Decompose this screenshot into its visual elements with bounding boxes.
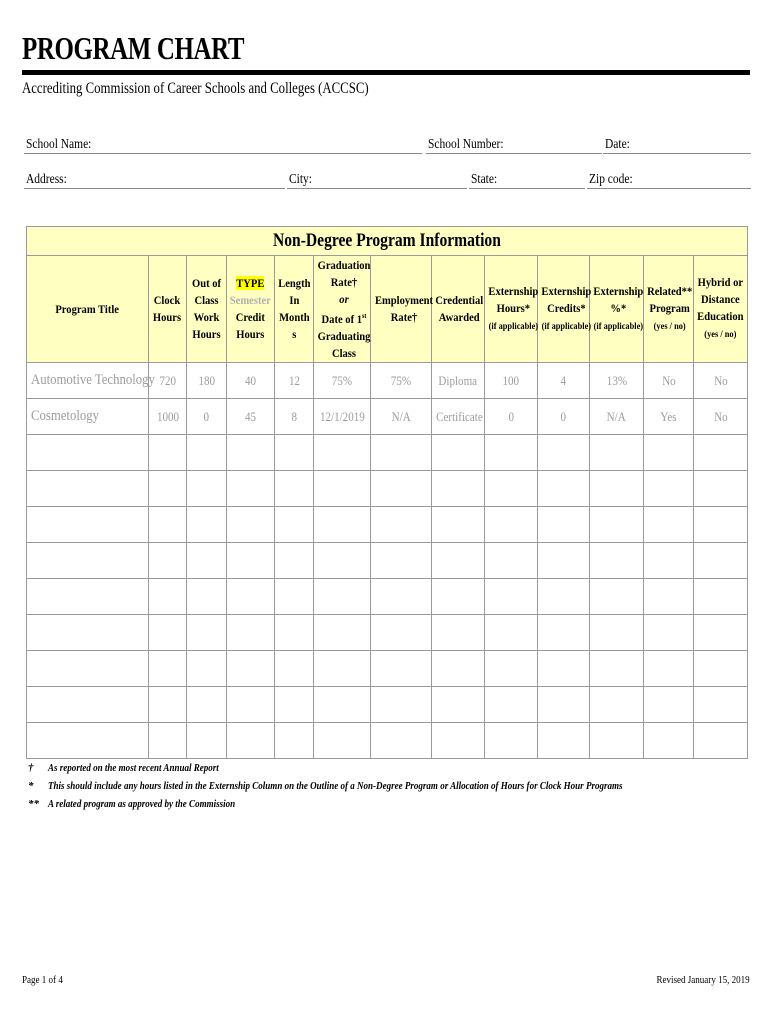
program-title-cell[interactable] xyxy=(27,435,149,471)
table-cell[interactable] xyxy=(432,651,485,687)
table-cell[interactable] xyxy=(371,579,432,615)
table-cell[interactable] xyxy=(485,507,538,543)
table-cell[interactable] xyxy=(538,543,590,579)
table-cell[interactable] xyxy=(432,399,485,435)
table-cell[interactable] xyxy=(590,471,644,507)
program-title-cell[interactable] xyxy=(27,687,149,723)
table-cell[interactable] xyxy=(187,579,227,615)
table-cell[interactable] xyxy=(149,471,187,507)
table-cell[interactable] xyxy=(227,615,275,651)
table-cell[interactable] xyxy=(432,507,485,543)
table-cell[interactable] xyxy=(371,435,432,471)
table-cell[interactable] xyxy=(227,723,275,759)
table-cell[interactable] xyxy=(275,651,314,687)
table-cell[interactable] xyxy=(314,543,371,579)
table-cell[interactable] xyxy=(275,435,314,471)
table-cell[interactable] xyxy=(187,543,227,579)
program-title-cell[interactable] xyxy=(27,363,155,399)
table-row xyxy=(27,399,748,435)
table-cell[interactable] xyxy=(538,363,590,399)
table-cell[interactable] xyxy=(432,615,485,651)
zip-label: Zip code: xyxy=(589,172,633,187)
table-cell[interactable] xyxy=(149,723,187,759)
table-cell[interactable] xyxy=(314,723,371,759)
table-cell[interactable] xyxy=(275,399,314,435)
table-cell[interactable] xyxy=(314,579,371,615)
table-cell[interactable] xyxy=(314,471,371,507)
table-cell[interactable] xyxy=(227,435,275,471)
table-cell[interactable] xyxy=(314,399,371,435)
table-cell[interactable] xyxy=(644,651,694,687)
table-cell[interactable] xyxy=(314,435,371,471)
col-length: Length In Month s xyxy=(275,256,314,363)
table-cell[interactable] xyxy=(371,543,432,579)
city-field[interactable] xyxy=(287,188,467,189)
table-cell[interactable] xyxy=(371,615,432,651)
table-cell[interactable] xyxy=(538,687,590,723)
cell-value: 0 xyxy=(560,408,567,424)
table-row xyxy=(27,723,748,759)
state-field[interactable] xyxy=(469,188,585,189)
table-cell[interactable] xyxy=(314,651,371,687)
table-cell[interactable] xyxy=(275,579,314,615)
table-row xyxy=(27,615,748,651)
table-cell[interactable] xyxy=(187,507,227,543)
table-cell[interactable] xyxy=(644,399,694,435)
cell-value: 0 xyxy=(508,408,514,424)
table-cell[interactable] xyxy=(644,435,694,471)
table-cell[interactable] xyxy=(432,363,485,399)
table-cell[interactable] xyxy=(187,435,227,471)
table-cell[interactable] xyxy=(590,435,644,471)
table-cell[interactable] xyxy=(644,363,694,399)
table-cell[interactable] xyxy=(485,363,538,399)
col-externship-pct: Externship %* (if applicable) xyxy=(590,256,644,363)
table-cell[interactable] xyxy=(485,471,538,507)
table-cell[interactable] xyxy=(590,723,644,759)
table-cell[interactable] xyxy=(275,687,314,723)
table-cell[interactable] xyxy=(432,543,485,579)
table-cell[interactable] xyxy=(187,723,227,759)
table-cell[interactable] xyxy=(644,723,694,759)
table-cell[interactable] xyxy=(590,543,644,579)
cell-value: 8 xyxy=(291,408,297,424)
col-program-title: Program Title xyxy=(27,256,149,363)
revised-date: Revised January 15, 2019 xyxy=(656,974,750,986)
cell-value: 100 xyxy=(502,372,520,388)
table-cell[interactable] xyxy=(187,471,227,507)
city-label: City: xyxy=(289,172,312,187)
table-cell[interactable] xyxy=(485,435,538,471)
table-cell[interactable] xyxy=(485,543,538,579)
cell-value: Diploma xyxy=(438,372,478,388)
table-cell[interactable] xyxy=(371,687,432,723)
title-divider xyxy=(22,70,750,75)
table-cell[interactable] xyxy=(694,471,748,507)
cell-value: N/A xyxy=(391,408,411,424)
program-title-cell[interactable] xyxy=(27,723,149,759)
program-title-cell[interactable] xyxy=(27,615,149,651)
col-credential: Credential Awarded xyxy=(432,256,485,363)
cell-value: 0 xyxy=(203,408,210,424)
table-cell[interactable] xyxy=(694,543,748,579)
program-title-cell[interactable] xyxy=(27,579,149,615)
table-cell[interactable] xyxy=(694,651,748,687)
school-name-label: School Name: xyxy=(26,137,92,152)
table-cell[interactable] xyxy=(371,399,432,435)
address-field[interactable] xyxy=(24,188,285,189)
table-cell[interactable] xyxy=(149,579,187,615)
table-row xyxy=(27,507,748,543)
table-cell[interactable] xyxy=(227,651,275,687)
table-cell[interactable] xyxy=(149,507,187,543)
zip-field[interactable] xyxy=(587,188,751,189)
table-cell[interactable] xyxy=(371,363,432,399)
cell-value: 720 xyxy=(159,372,176,388)
table-cell[interactable] xyxy=(432,435,485,471)
school-name-field[interactable] xyxy=(24,153,422,154)
program-table xyxy=(26,226,747,759)
table-cell[interactable] xyxy=(187,651,227,687)
cell-value: No xyxy=(661,372,676,388)
table-cell[interactable] xyxy=(590,399,644,435)
table-cell[interactable] xyxy=(694,435,748,471)
table-cell[interactable] xyxy=(694,579,748,615)
table-cell[interactable] xyxy=(371,651,432,687)
program-title-cell[interactable] xyxy=(27,399,149,435)
table-cell[interactable] xyxy=(590,687,644,723)
table-cell[interactable] xyxy=(485,651,538,687)
table-cell[interactable] xyxy=(485,687,538,723)
table-cell[interactable] xyxy=(149,435,187,471)
date-label: Date: xyxy=(605,137,630,152)
cell-value: 4 xyxy=(560,372,567,388)
table-cell[interactable] xyxy=(227,507,275,543)
table-cell[interactable] xyxy=(590,363,644,399)
cell-value: 12 xyxy=(288,372,300,388)
table-row xyxy=(27,579,748,615)
table-cell[interactable] xyxy=(227,363,275,399)
table-cell[interactable] xyxy=(538,579,590,615)
table-row xyxy=(27,651,748,687)
table-cell[interactable] xyxy=(485,723,538,759)
page-subtitle: Accrediting Commission of Career Schools and Colleges (ACCSC) xyxy=(22,80,369,97)
table-cell[interactable] xyxy=(314,507,371,543)
table-banner: Non-Degree Program Information xyxy=(27,227,748,256)
table-cell[interactable] xyxy=(538,507,590,543)
table-cell[interactable] xyxy=(694,363,748,399)
cell-value: Certificate xyxy=(436,408,483,424)
table-cell[interactable] xyxy=(371,723,432,759)
table-cell[interactable] xyxy=(314,363,371,399)
cell-value: 45 xyxy=(244,408,257,424)
col-externship-hours: Externship Hours* (if applicable) xyxy=(485,256,538,363)
cell-value: Cosmetology xyxy=(31,408,100,424)
cell-value: 40 xyxy=(244,372,257,388)
cell-value: No xyxy=(713,372,728,388)
table-cell[interactable] xyxy=(538,651,590,687)
program-title-cell[interactable] xyxy=(27,471,149,507)
table-cell[interactable] xyxy=(694,723,748,759)
cell-value: 75% xyxy=(390,372,412,388)
table-cell[interactable] xyxy=(590,615,644,651)
table-cell[interactable] xyxy=(538,435,590,471)
table-cell[interactable] xyxy=(314,687,371,723)
school-number-field[interactable] xyxy=(426,153,602,154)
col-out-of-class: Out of Class Work Hours xyxy=(187,256,227,363)
table-row xyxy=(27,435,748,471)
table-row xyxy=(27,687,748,723)
col-graduation: Graduation Rate† or Date of 1st Graduating Class xyxy=(314,256,371,363)
date-field[interactable] xyxy=(603,153,751,154)
table-cell[interactable] xyxy=(275,507,314,543)
program-title-cell[interactable] xyxy=(27,543,149,579)
cell-value: 180 xyxy=(198,372,215,388)
cell-value: N/A xyxy=(606,408,627,424)
program-title-cell[interactable] xyxy=(27,651,149,687)
table-cell[interactable] xyxy=(149,399,187,435)
col-employment: Employment Rate† xyxy=(371,256,432,363)
table-cell[interactable] xyxy=(694,687,748,723)
program-title-cell[interactable] xyxy=(27,507,149,543)
table-cell[interactable] xyxy=(694,507,748,543)
table-cell[interactable] xyxy=(644,615,694,651)
table-cell[interactable] xyxy=(227,579,275,615)
col-type: TYPE Semester Credit Hours xyxy=(227,256,275,363)
table-cell[interactable] xyxy=(644,507,694,543)
cell-value: No xyxy=(713,408,728,424)
cell-value: 75% xyxy=(331,372,353,388)
table-cell[interactable] xyxy=(275,363,314,399)
table-cell[interactable] xyxy=(485,399,538,435)
table-cell[interactable] xyxy=(149,615,187,651)
table-cell[interactable] xyxy=(187,615,227,651)
table-cell[interactable] xyxy=(227,399,275,435)
table-cell[interactable] xyxy=(227,543,275,579)
table-cell[interactable] xyxy=(538,723,590,759)
table-cell[interactable] xyxy=(187,399,227,435)
table-cell[interactable] xyxy=(432,723,485,759)
table-cell[interactable] xyxy=(538,399,590,435)
table-cell[interactable] xyxy=(149,687,187,723)
table-cell[interactable] xyxy=(590,579,644,615)
table-cell[interactable] xyxy=(227,471,275,507)
col-hybrid: Hybrid or Distance Education (yes / no) xyxy=(694,256,748,363)
table-row xyxy=(27,363,748,399)
table-cell[interactable] xyxy=(644,687,694,723)
table-cell[interactable] xyxy=(644,579,694,615)
cell-value: Automotive Technology xyxy=(31,372,155,388)
col-externship-credits: Externship Credits* (if applicable) xyxy=(538,256,590,363)
table-cell[interactable] xyxy=(275,615,314,651)
col-related: Related** Program (yes / no) xyxy=(644,256,694,363)
table-cell[interactable] xyxy=(432,579,485,615)
state-label: State: xyxy=(471,172,498,187)
table-cell[interactable] xyxy=(187,363,227,399)
table-cell[interactable] xyxy=(149,543,187,579)
table-cell[interactable] xyxy=(485,579,538,615)
school-number-label: School Number: xyxy=(428,137,504,152)
table-cell[interactable] xyxy=(275,471,314,507)
cell-value: 1000 xyxy=(156,408,179,424)
table-row xyxy=(27,471,748,507)
table-cell[interactable] xyxy=(149,651,187,687)
table-cell[interactable] xyxy=(371,507,432,543)
page-title: PROGRAM CHART xyxy=(22,30,245,66)
table-cell[interactable] xyxy=(644,543,694,579)
table-cell[interactable] xyxy=(538,615,590,651)
table-cell[interactable] xyxy=(485,615,538,651)
table-cell[interactable] xyxy=(694,399,748,435)
col-clock-hours: Clock Hours xyxy=(149,256,187,363)
table-cell[interactable] xyxy=(590,651,644,687)
table-cell[interactable] xyxy=(644,471,694,507)
table-cell[interactable] xyxy=(432,471,485,507)
cell-value: Yes xyxy=(660,408,677,424)
table-cell[interactable] xyxy=(227,687,275,723)
table-cell[interactable] xyxy=(187,687,227,723)
page-number: Page 1 of 4 xyxy=(22,974,63,986)
table-row xyxy=(27,543,748,579)
table-cell[interactable] xyxy=(538,471,590,507)
table-cell[interactable] xyxy=(275,543,314,579)
table-cell[interactable] xyxy=(314,615,371,651)
table-cell[interactable] xyxy=(275,723,314,759)
table-cell[interactable] xyxy=(371,471,432,507)
table-cell[interactable] xyxy=(590,507,644,543)
table-cell[interactable] xyxy=(694,615,748,651)
cell-value: 12/1/2019 xyxy=(319,408,365,424)
table-cell[interactable] xyxy=(432,687,485,723)
address-label: Address: xyxy=(26,172,67,187)
cell-value: 13% xyxy=(606,372,627,388)
